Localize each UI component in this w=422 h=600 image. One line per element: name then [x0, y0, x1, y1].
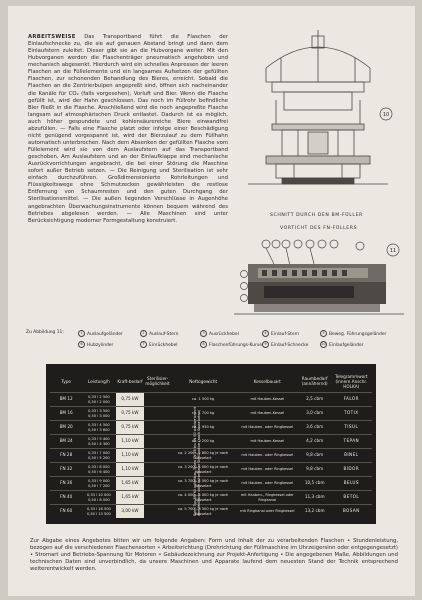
cell-sterilisier	[144, 421, 170, 435]
col-header: Type	[61, 378, 71, 384]
cell-kesselbauart: mit Hauben-Kessel	[236, 407, 299, 421]
table-row	[50, 393, 372, 407]
cell-type: FN 36	[50, 477, 82, 491]
cell-leistung: 0,33 l 16 500 0,50 l 13 500	[82, 505, 115, 519]
cell-nettogewicht: ca. 4 000—5 000 kg je nach Kesselart	[171, 491, 236, 505]
cell-raumbedarf: 2,5 cbm	[299, 393, 331, 407]
table-row	[50, 477, 372, 491]
legend-item: 6 Hubzylinder	[78, 341, 113, 348]
col-header: Kesselbauart	[253, 378, 281, 384]
arbeitsweise-body: Das Transportband führt die Flaschen der Einlaufschnecke zu, die sie auf genauen Abstand bringt und dann dem Einlaufstern zuleitet. Dieser gibt sie an die Hubvorgane weiter. Mit den Hubvorganen werden die Flaschenträger pneumatisch angehoben und mechanisch abgesenkt. Hierdurch wird ein schnelles Anpressen der leeren Flaschen an die Füllelemente und ein langsames Aufsetzen der gefüllten Flaschen, zur schonenden Behandlung des Bieres, erreicht. Sobald die Flaschen an die Zentrierbulpen angepreßt sind, öffnen sich nacheinander die Kanäle für CO₂ (falls vorgesehen), Vorluft und Bier. Wenn die Flasche gefüllt ist, wird der Hahn geschlossen. Das noch im Füllrohr befindliche Bier fließt in die Flasche. Anschließend wird die noch angepreßte Flasche langsam auf atmosphärischen Druck entlastet. Dadurch ist es möglich, auch höher gespundete und kohlensäurereiche Biere einwandfrei abzufüllen. — Falls eine Flasche platzt oder infolge einer Beschädigung nicht genügend vorgespannt ist, wird der Bierzulauf zu dem Füllhahn automatisch unterbrochen. Nach dem Absenken der gefüllten Flasche vom Füllelement wird sie von dem Auslaufstern auf das Transportband geschoben. Am Auslaufstern und an der Einlaufklappe sind mechanische Ausrückvorrichtungen angebracht, die bei einer Störung die Maschine sofort außer Betrieb setzen. — Die Reinigung und Sterilisation ist sehr einfach durchzuführen. Großdimensionierte Rohrleitungen und Flüssigkeitswege ohne Schmutzecken gewährleisten die restlose Entfernung von Schaumresten und den guten Durchgang der Sterilisationsmittel. — Die außen liegenden Verschlüsse in Augenhöhe angebrachten Überwachungsinstrumente können bequem während des Betriebes abgelesen werden. — Alle Maschinen sind unter Berücksichtigung moderner Formgestaltung konstruiert.	[28, 34, 228, 224]
cell-nettogewicht: ca. 2 200—2 800 kg je nach Kesselart	[171, 449, 236, 463]
cell-sterilisier	[144, 407, 170, 421]
figure-11-legend	[26, 330, 396, 354]
legend-item: 9 Einlauf-Schnecke	[262, 341, 308, 348]
legend-item: 3 Ausrückhebel	[200, 330, 239, 337]
cell-kraftbedarf: 3,00 kW	[116, 505, 145, 519]
table-row	[50, 435, 372, 449]
figure-11-number: 11	[389, 248, 397, 254]
col-header: Sterilisier-möglichkeit	[145, 376, 170, 386]
cell-kesselbauart: mit Hauben- oder Ringkessel	[236, 421, 299, 435]
catalog-page	[8, 6, 415, 596]
cell-type: BM 20	[50, 421, 82, 435]
cell-sterilisier	[144, 505, 170, 519]
cell-kesselbauart: mit Hauben- oder Ringkessel	[236, 477, 299, 491]
cell-kraftbedarf: 0,75 kW	[116, 421, 145, 435]
cell-leistung: 0,33 l 2 500 0,50 l 2 000	[82, 393, 115, 407]
sterilisation-vertical-note: Beim Typ BM 60 mittelbar, Typen FN 28 bis FN 60 wahlweise mit unmittelbarer oder mittelbarer Sterilisation (nach Kesselarten)	[193, 406, 201, 516]
legend-item: 7 Einrückhebel	[140, 341, 178, 348]
caption-schnitt: SCHNITT DURCH DEN BM-FÜLLER	[270, 213, 363, 218]
cell-kraftbedarf: 0,75 kW	[116, 393, 145, 407]
caption-vorticht: VORTICHT DES FN-FÜLLERS	[280, 226, 358, 231]
cell-kesselbauart: mit Hauben-Kessel	[236, 435, 299, 449]
col-header: Leistung/h	[87, 378, 110, 384]
legend-item: 4 Einlauf-Stern	[262, 330, 299, 337]
cell-raumbedarf: 9,8 cbm	[299, 449, 331, 463]
cell-type: BM 24	[50, 435, 82, 449]
cell-nettogewicht: ca. 3 200—4 000 kg je nach Kesselart	[171, 463, 236, 477]
cell-sterilisier	[144, 449, 170, 463]
cell-type: FN 40	[50, 491, 82, 505]
figure-10-section-drawing	[236, 20, 401, 206]
cell-nettogewicht: ca. 1 950 kg	[171, 421, 236, 435]
table-row	[50, 421, 372, 435]
table-body	[50, 393, 372, 519]
cell-sterilisier	[144, 491, 170, 505]
cell-kraftbedarf: 1,65 kW	[116, 477, 145, 491]
legend-prefix: Zu Abbildung 11:	[26, 330, 64, 335]
legend-item: 1 Auslaufgeländer	[78, 330, 123, 337]
col-header: Nettogewicht	[189, 378, 218, 384]
cell-telegrammwort: BINEL	[331, 449, 372, 463]
figure-11-front-view	[234, 234, 404, 326]
cell-type: BM 16	[50, 407, 82, 421]
offer-request-text: Zur Abgabe eines Angebotes bitten wir um folgende Angaben: Form und Inhalt der zu verarbeitenden Flaschen • Stundenleistung, bezogen auf die verschiedenen Flaschensorten • Arbeitsrichtung (Drehrichtung der Füllmaschine im Uhrzeigersinn oder entgegengesetzt) • Stromart und Betriebs-Spannung für Motoren • Gebäudezeichnung zur Projekt-Anfertigung • Die angegebenen Maße, Abbildungen und technischen Daten sind unverbindlich, da unsere Maschinen und Apparate laufend dem neuesten Stand der Technik entsprechend weiterentwickelt werden.	[30, 538, 398, 573]
arbeitsweise-text	[28, 34, 228, 225]
cell-raumbedarf: 3,0 cbm	[299, 407, 331, 421]
cell-type: FN 32	[50, 463, 82, 477]
cell-sterilisier	[144, 463, 170, 477]
col-header: Telegrammwort (innere Anschr. HOLKA)	[334, 373, 368, 389]
cell-nettogewicht: ca. 3 700—4 500 kg je nach Kesselart	[171, 477, 236, 491]
legend-item: 5 Beweg. Führungsgeländer	[320, 330, 386, 337]
cell-leistung: 0,33 l 4 500 0,50 l 3 600	[82, 421, 115, 435]
cell-leistung: 0,33 l 5 400 0,50 l 4 300	[82, 435, 115, 449]
cell-raumbedarf: 13,2 cbm	[299, 505, 331, 519]
cell-kraftbedarf: 1,65 kW	[116, 491, 145, 505]
cell-telegrammwort: FALOR	[331, 393, 372, 407]
cell-nettogewicht: ca. 5 700—6 500 kg je nach Kesselart	[171, 505, 236, 519]
arbeitsweise-heading: ARBEITSWEISE	[28, 34, 76, 40]
cell-kesselbauart: mit Hauben- oder Ringkessel	[236, 449, 299, 463]
table-row	[50, 491, 372, 505]
table-row	[50, 407, 372, 421]
legend-item: 2 Auslauf-Stern	[140, 330, 178, 337]
cell-leistung: 0,33 l 10 000 0,50 l 8 000	[82, 491, 115, 505]
table-row	[50, 505, 372, 519]
col-header: Kraft-bedarf	[117, 378, 143, 384]
cell-leistung: 0,33 l 3 500 0,50 l 3 000	[82, 407, 115, 421]
spec-table	[50, 370, 372, 518]
cell-telegrammwort: TOTIX	[331, 407, 372, 421]
cell-telegrammwort: BELUS	[331, 477, 372, 491]
cell-leistung: 0,33 l 9 000 0,50 l 7 200	[82, 477, 115, 491]
table-row	[50, 463, 372, 477]
cell-nettogewicht: ca. 1 500 kg	[171, 393, 236, 407]
cell-raumbedarf: 3,6 cbm	[299, 421, 331, 435]
cell-sterilisier	[144, 477, 170, 491]
cell-kraftbedarf: 1,10 kW	[116, 435, 145, 449]
cell-sterilisier	[144, 435, 170, 449]
cell-kraftbedarf: 1,10 kW	[116, 463, 145, 477]
cell-telegrammwort: TISUL	[331, 421, 372, 435]
legend-item: 8 Flaschenführungs-Kurve	[200, 341, 262, 348]
cell-nettogewicht: ca. 2 200 kg	[171, 435, 236, 449]
cell-raumbedarf: 4,2 cbm	[299, 435, 331, 449]
cell-leistung: 0,33 l 8 000 0,50 l 6 400	[82, 463, 115, 477]
cell-telegrammwort: TEPAN	[331, 435, 372, 449]
cell-kraftbedarf: 0,75 kW	[116, 407, 145, 421]
spec-table-panel	[46, 364, 376, 524]
cell-type: FN 28	[50, 449, 82, 463]
cell-type: FN 60	[50, 505, 82, 519]
cell-raumbedarf: 11,3 cbm	[299, 491, 331, 505]
cell-leistung: 0,33 l 7 000 0,50 l 5 200	[82, 449, 115, 463]
cell-sterilisier	[144, 393, 170, 407]
col-header: Raumbedarf (annähernd)	[301, 376, 328, 386]
cell-raumbedarf: 10,5 cbm	[299, 477, 331, 491]
cell-kesselbauart: mit Ringkanal oder Ringkessel	[236, 505, 299, 519]
figure-10-number: 10	[382, 112, 390, 118]
cell-raumbedarf: 9,8 cbm	[299, 463, 331, 477]
cell-telegrammwort: BIDOR	[331, 463, 372, 477]
cell-nettogewicht: ca. 1 700 kg	[171, 407, 236, 421]
table-row	[50, 449, 372, 463]
legend-item: 10 Einlaufgeländer	[321, 342, 364, 348]
cell-kesselbauart: mit Hauben-Kessel	[236, 393, 299, 407]
table-header-row	[50, 370, 372, 393]
cell-kraftbedarf: 1,10 kW	[116, 449, 145, 463]
cell-kesselbauart: mit Hauben-, Ringkessel oder Ringkanal	[236, 491, 299, 505]
cell-telegrammwort: BETOL	[331, 491, 372, 505]
cell-kesselbauart: mit Hauben- oder Ringkessel	[236, 463, 299, 477]
cell-type: BM 12	[50, 393, 82, 407]
cell-telegrammwort: BOSAN	[331, 505, 372, 519]
